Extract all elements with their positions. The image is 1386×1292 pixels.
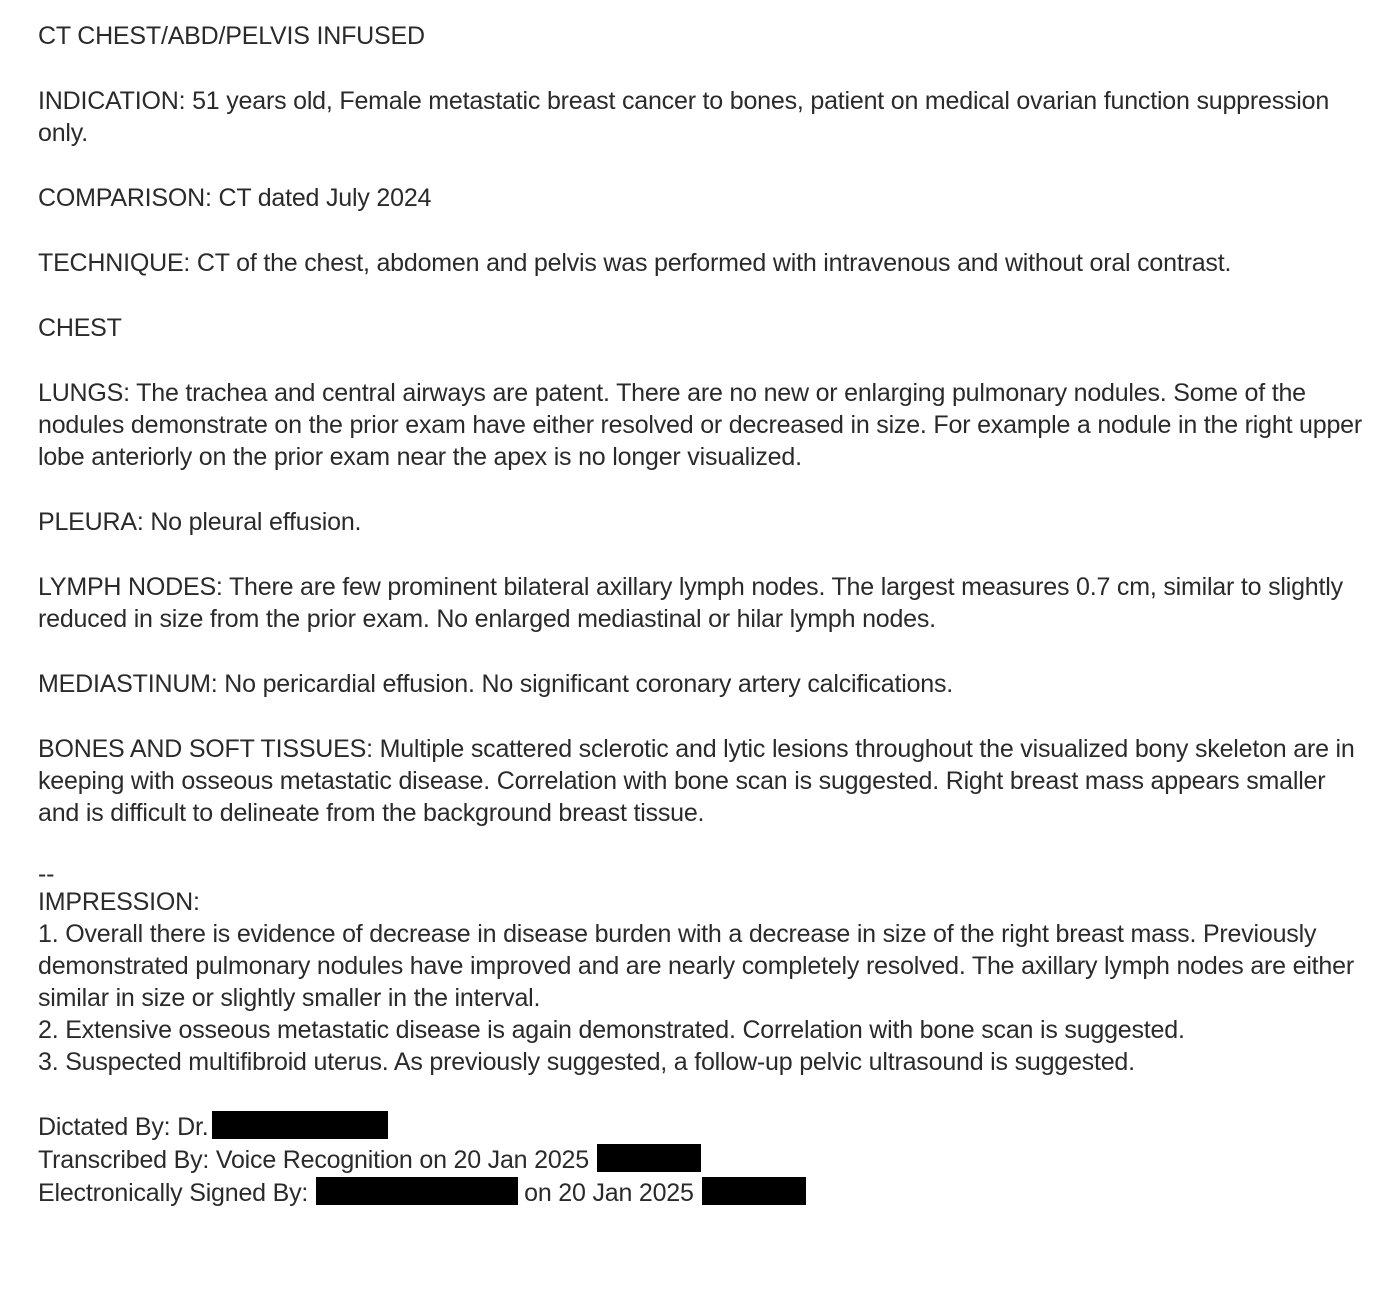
lungs-paragraph: LUNGS: The trachea and central airways are patent. There are no new or enlarging pulmonary nodules. Some of the nodules demonstrate on the prior exam have either resolved or decreased in size. For example a nodule in the right upper lobe anteriorly on the prior exam near the apex is no longer visualized. <box>38 379 1362 471</box>
impression-heading: IMPRESSION: <box>38 888 200 916</box>
redaction-bar <box>702 1177 806 1205</box>
radiology-report <box>38 20 1368 1210</box>
lymph-nodes-paragraph: LYMPH NODES: There are few prominent bilateral axillary lymph nodes. The largest measures 0.7 cm, similar to slightly reduced in size from the prior exam. No enlarged mediastinal or hilar lymph nodes. <box>38 573 1343 633</box>
report-title: CT CHEST/ABD/PELVIS INFUSED <box>38 22 425 50</box>
redaction-bar <box>212 1111 388 1139</box>
mediastinum-paragraph: MEDIASTINUM: No pericardial effusion. No significant coronary artery calcifications. <box>38 670 954 698</box>
impression-item: 1. Overall there is evidence of decrease in disease burden with a decrease in size of the right breast mass. Previously demonstrated pulmonary nodules have improved and are nearly completely resolved. The axillary lymph nodes are either similar in size or slightly smaller in the interval. <box>38 920 1354 1012</box>
signed-by-line <box>38 1177 1368 1210</box>
impression-item: 2. Extensive osseous metastatic disease is again demonstrated. Correlation with bone scan is suggested. <box>38 1016 1185 1044</box>
section-separator: -- <box>38 860 55 888</box>
signature-block <box>38 1111 1368 1210</box>
impression-item: 3. Suspected multifibroid uterus. As previously suggested, a follow-up pelvic ultrasound is suggested. <box>38 1048 1135 1076</box>
indication-paragraph: INDICATION: 51 years old, Female metastatic breast cancer to bones, patient on medical ovarian function suppression only. <box>38 87 1330 147</box>
redaction-bar <box>316 1177 518 1205</box>
chest-section-heading: CHEST <box>38 314 122 342</box>
bones-soft-tissues-paragraph: BONES AND SOFT TISSUES: Multiple scattered sclerotic and lytic lesions throughout the visualized bony skeleton are in keeping with osseous metastatic disease. Correlation with bone scan is suggested. Right breast mass appears smaller and is difficult to delineate from the background breast tissue. <box>38 735 1355 827</box>
pleura-paragraph: PLEURA: No pleural effusion. <box>38 508 362 536</box>
dictated-by-line <box>38 1111 1368 1144</box>
impression-section <box>38 862 1368 1078</box>
transcribed-by-label: Transcribed By: Voice Recognition on 20 Jan 2025 <box>38 1146 589 1174</box>
dictated-by-label: Dictated By: Dr. <box>38 1113 209 1141</box>
transcribed-by-line <box>38 1144 1368 1177</box>
redaction-bar <box>597 1144 701 1172</box>
signed-date: on 20 Jan 2025 <box>524 1179 694 1207</box>
signed-by-label: Electronically Signed By: <box>38 1179 309 1207</box>
technique-paragraph: TECHNIQUE: CT of the chest, abdomen and pelvis was performed with intravenous and without oral contrast. <box>38 249 1232 277</box>
comparison-paragraph: COMPARISON: CT dated July 2024 <box>38 184 432 212</box>
